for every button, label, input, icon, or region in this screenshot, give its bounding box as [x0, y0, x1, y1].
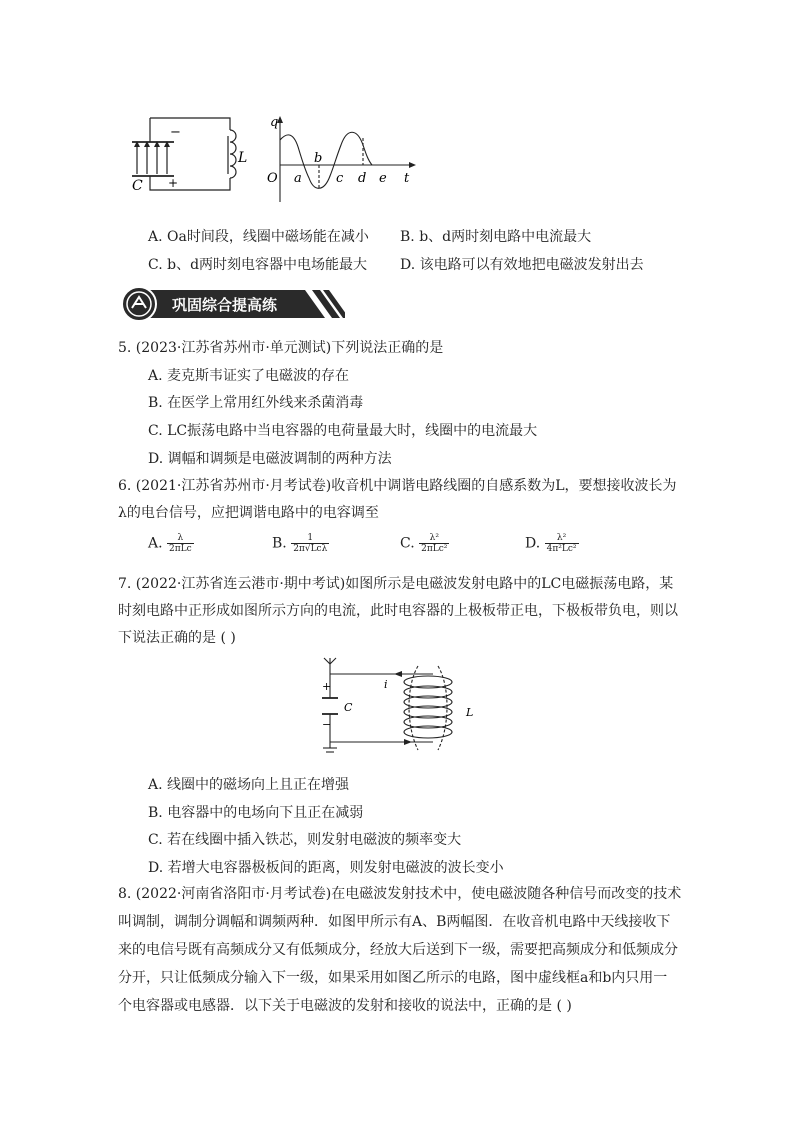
point-a-label: a	[294, 171, 302, 186]
q5-option-d[interactable]: D. 调幅和调频是电磁波调制的两种方法	[148, 451, 392, 467]
q7-stem-line3: 下说法正确的是 ( )	[118, 630, 236, 646]
q8-stem-line5: 个电容器或电感器．以下关于电磁波的发射和接收的说法中，正确的是 ( )	[118, 998, 572, 1014]
q7-current-label: i	[384, 678, 388, 691]
q6-option-c-fraction: $\frac{\text{λ²}}{\text{2πLc²}}$	[421, 533, 448, 554]
q4-option-b[interactable]: B. b、d两时刻电路中电流最大	[400, 229, 592, 245]
q6-option-d[interactable]	[525, 533, 579, 554]
q4-option-d[interactable]: D. 该电路可以有效地把电磁波发射出去	[400, 257, 644, 273]
q6-option-d-label: D.	[525, 535, 541, 552]
origin-label: O	[267, 171, 278, 186]
antenna-lc-figure	[318, 656, 488, 760]
q4-option-c[interactable]: C. b、d两时刻电容器中电场能最大	[148, 257, 368, 273]
q6-stem-line2: λ的电台信号，应把调谐电路中的电容调至	[118, 505, 379, 521]
q7-stem-line2: 时刻电路中正形成如图所示方向的电流，此时电容器的上极板带正电，下极板带负电，则以	[118, 603, 678, 619]
q6-option-b-label: B.	[272, 535, 287, 552]
q7-stem-line1: 7. (2022·江苏省连云港市·期中考试)如图所示是电磁波发射电路中的LC电磁振荡电路，某	[118, 576, 674, 592]
q-axis-label: q	[270, 115, 279, 130]
q5-option-c[interactable]: C. LC振荡电路中当电容器的电荷量最大时，线圈中的电流最大	[148, 423, 538, 439]
q7-option-b[interactable]: B. 电容器中的电场向下且正在减弱	[148, 805, 364, 821]
q6-option-c-label: C.	[400, 535, 415, 552]
q7-option-d[interactable]: D. 若增大电容器极板间的距离，则发射电磁波的波长变小	[148, 860, 504, 876]
q8-stem-line3: 来的电信号既有高频成分又有低频成分，经放大后送到下一级，需要把高频成分和低频成分	[118, 942, 678, 958]
q7-plus-sign: +	[322, 680, 332, 693]
q8-stem-line4: 分开，只让低频成分输入下一级，如果采用如图乙所示的电路，图中虚线框a和b内只用一	[118, 970, 668, 986]
q7-option-a[interactable]: A. 线圈中的磁场向上且正在增强	[148, 777, 350, 793]
point-e-label: e	[379, 171, 387, 186]
section-title: 巩固综合提高练	[172, 296, 278, 314]
inductor-label: L	[238, 150, 248, 166]
q6-option-b-fraction: $\frac{1}{\text{2π√Lcλ}}$	[293, 533, 328, 554]
q6-option-b[interactable]	[272, 533, 329, 554]
q5-option-a[interactable]: A. 麦克斯韦证实了电磁波的存在	[148, 368, 350, 384]
q6-option-a-label: A.	[148, 535, 163, 552]
q8-stem-line1: 8. (2022·河南省洛阳市·月考试卷)在电磁波发射技术中，使电磁波随各种信号而改变的技术	[118, 886, 682, 902]
q7-capacitor-label: C	[344, 701, 353, 714]
minus-sign: −	[170, 125, 181, 140]
lc-circuit-figure	[120, 110, 250, 202]
capacitor-label: C	[132, 178, 143, 194]
q7-inductor-label: L	[466, 706, 474, 719]
plus-sign: +	[168, 176, 179, 190]
q5-stem: 5. (2023·江苏省苏州市·单元测试)下列说法正确的是	[118, 340, 444, 356]
t-axis-label: t	[404, 171, 410, 186]
q8-stem-line2: 叫调制，调制分调幅和调频两种．如图甲所示有A、B两幅图．在收音机电路中天线接收下	[118, 914, 671, 930]
q5-option-b[interactable]: B. 在医学上常用红外线来杀菌消毒	[148, 395, 364, 411]
q6-stem-line1: 6. (2021·江苏省苏州市·月考试卷)收音机中调谐电路线圈的自感系数为L，要想接收波长为	[118, 478, 677, 494]
point-c-label: c	[336, 171, 344, 186]
q7-option-c[interactable]: C. 若在线圈中插入铁芯，则发射电磁波的频率变大	[148, 832, 462, 848]
q6-option-a[interactable]	[148, 533, 194, 554]
q7-minus-sign: −	[322, 718, 332, 731]
point-d-label: d	[358, 171, 367, 186]
q-t-graph	[262, 110, 422, 206]
q4-option-a[interactable]: A. Oa时间段，线圈中磁场能在减小	[148, 229, 369, 245]
q6-option-c[interactable]	[400, 533, 449, 554]
q6-option-d-fraction: $\frac{\text{λ²}}{\text{4π²Lc²}}$	[546, 533, 577, 554]
q6-option-a-fraction: $\frac{\lambda}{\text{2πLc}}$	[169, 533, 192, 554]
point-b-label: b	[314, 151, 323, 166]
